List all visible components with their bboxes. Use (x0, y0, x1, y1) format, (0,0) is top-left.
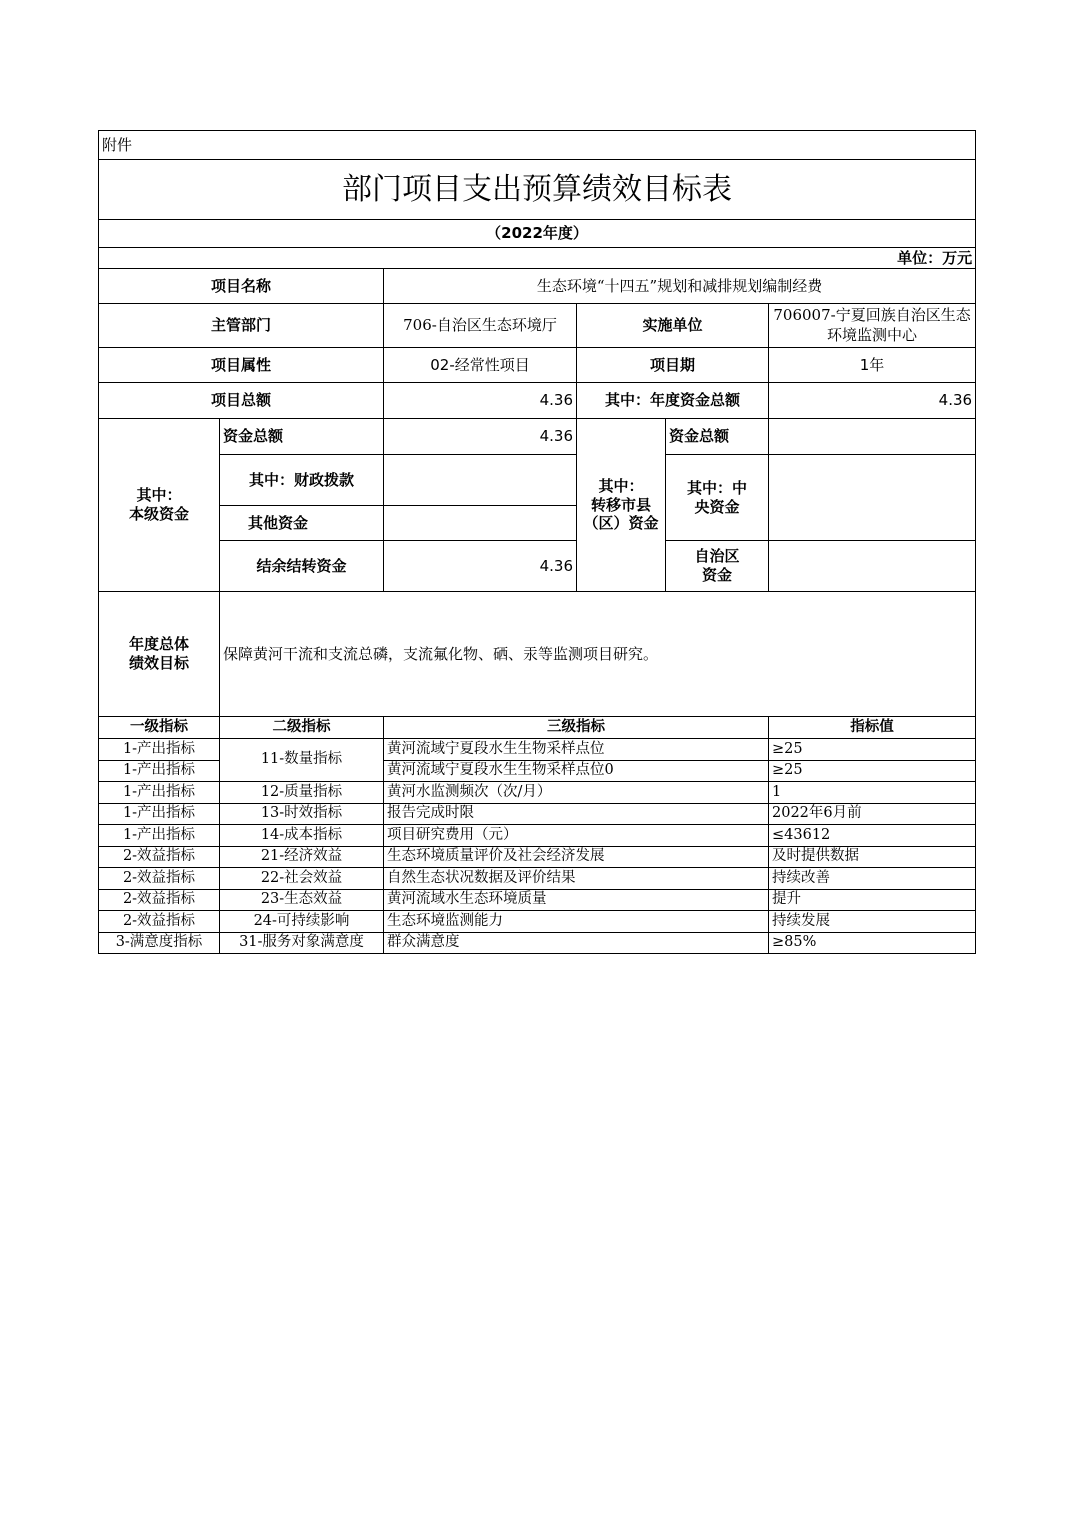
table-row (99, 803, 976, 825)
transfer-funds-label: 其中： 转移市县 （区）资金 (577, 419, 666, 592)
indicator-value: 2022年6月前 (769, 803, 976, 825)
indicator-value: 持续改善 (769, 868, 976, 890)
indicator-l3: 自然生态状况数据及评价结果 (384, 868, 769, 890)
indicator-l1: 2-效益指标 (99, 911, 220, 933)
indicator-l1: 3-满意度指标 (99, 932, 220, 954)
indicator-l2: 24-可持续影响 (220, 911, 384, 933)
indicator-l2: 31-服务对象满意度 (220, 932, 384, 954)
other-funds-value (384, 506, 577, 541)
fund-total-label: 资金总额 (220, 419, 384, 455)
annual-label: 其中：年度资金总额 (577, 383, 769, 419)
transfer-total-label: 资金总额 (666, 419, 769, 455)
indicator-l3: 生态环境监测能力 (384, 911, 769, 933)
total-label: 项目总额 (99, 383, 384, 419)
indicator-l2: 21-经济效益 (220, 846, 384, 868)
page-title: 部门项目支出预算绩效目标表 (99, 160, 976, 220)
local-funds-label: 其中： 本级资金 (99, 419, 220, 592)
carryover-label: 结余结转资金 (220, 541, 384, 592)
indicator-l2: 12-质量指标 (220, 782, 384, 804)
goal-label: 年度总体 绩效目标 (99, 592, 220, 717)
indicator-value: ≥25 (769, 739, 976, 761)
table-row (99, 825, 976, 847)
indicator-value: 提升 (769, 889, 976, 911)
attr-value: 02-经常性项目 (384, 348, 577, 383)
transfer-total-value (769, 419, 976, 455)
goal-text: 保障黄河干流和支流总磷，支流氟化物、硒、汞等监测项目研究。 (220, 592, 976, 717)
indicator-value: ≥25 (769, 760, 976, 782)
indicator-l2: 14-成本指标 (220, 825, 384, 847)
indicator-l3: 报告完成时限 (384, 803, 769, 825)
region-funds-value (769, 541, 976, 592)
indicator-l3: 项目研究费用（元） (384, 825, 769, 847)
fiscal-value (384, 455, 577, 506)
table-row (99, 782, 976, 804)
indicator-l1: 2-效益指标 (99, 846, 220, 868)
unit-label: 单位：万元 (99, 248, 976, 269)
indicator-l1: 1-产出指标 (99, 782, 220, 804)
central-funds-label: 其中：中 央资金 (666, 455, 769, 541)
indicator-l3: 黄河流域宁夏段水生生物采样点位0 (384, 760, 769, 782)
table-row (99, 868, 976, 890)
indicator-header-l1: 一级指标 (99, 717, 220, 739)
table-row (99, 911, 976, 933)
central-funds-value (769, 455, 976, 541)
indicator-header-l3: 三级指标 (384, 717, 769, 739)
indicator-value: 持续发展 (769, 911, 976, 933)
indicator-l1: 1-产出指标 (99, 825, 220, 847)
table-row (99, 739, 976, 761)
impl-value: 706007-宁夏回族自治区生态环境监测中心 (769, 304, 976, 348)
indicator-l3: 群众满意度 (384, 932, 769, 954)
table-row (99, 846, 976, 868)
indicator-l3: 黄河水监测频次（次/月） (384, 782, 769, 804)
impl-label: 实施单位 (577, 304, 769, 348)
performance-target-sheet (98, 130, 975, 954)
period-label: 项目期 (577, 348, 769, 383)
dept-value: 706-自治区生态环境厅 (384, 304, 577, 348)
fiscal-label: 其中：财政拨款 (220, 455, 384, 506)
indicator-l2: 22-社会效益 (220, 868, 384, 890)
fund-total-value: 4.36 (384, 419, 577, 455)
indicator-l1: 1-产出指标 (99, 760, 220, 782)
table-row (99, 889, 976, 911)
indicator-l3: 黄河流域宁夏段水生生物采样点位 (384, 739, 769, 761)
carryover-value: 4.36 (384, 541, 577, 592)
other-funds-label: 其他资金 (220, 506, 384, 541)
dept-label: 主管部门 (99, 304, 384, 348)
region-funds-label: 自治区 资金 (666, 541, 769, 592)
project-name-value: 生态环境“十四五”规划和减排规划编制经费 (384, 269, 976, 304)
indicator-header-value: 指标值 (769, 717, 976, 739)
annual-value: 4.36 (769, 383, 976, 419)
indicator-l1: 1-产出指标 (99, 803, 220, 825)
indicator-l3: 黄河流域水生态环境质量 (384, 889, 769, 911)
year-label: （2022年度） (99, 220, 976, 248)
attr-label: 项目属性 (99, 348, 384, 383)
period-value: 1年 (769, 348, 976, 383)
indicator-value: 1 (769, 782, 976, 804)
indicator-value: 及时提供数据 (769, 846, 976, 868)
table-row (99, 932, 976, 954)
indicator-l2: 11-数量指标 (220, 739, 384, 782)
indicator-value: ≤43612 (769, 825, 976, 847)
indicator-l3: 生态环境质量评价及社会经济发展 (384, 846, 769, 868)
performance-target-table (98, 130, 976, 954)
indicator-l1: 2-效益指标 (99, 868, 220, 890)
indicator-l1: 1-产出指标 (99, 739, 220, 761)
indicator-l1: 2-效益指标 (99, 889, 220, 911)
indicator-l2: 23-生态效益 (220, 889, 384, 911)
indicator-l2: 13-时效指标 (220, 803, 384, 825)
indicator-header-l2: 二级指标 (220, 717, 384, 739)
project-name-label: 项目名称 (99, 269, 384, 304)
indicator-value: ≥85% (769, 932, 976, 954)
total-value: 4.36 (384, 383, 577, 419)
attachment-label: 附件 (99, 131, 976, 160)
